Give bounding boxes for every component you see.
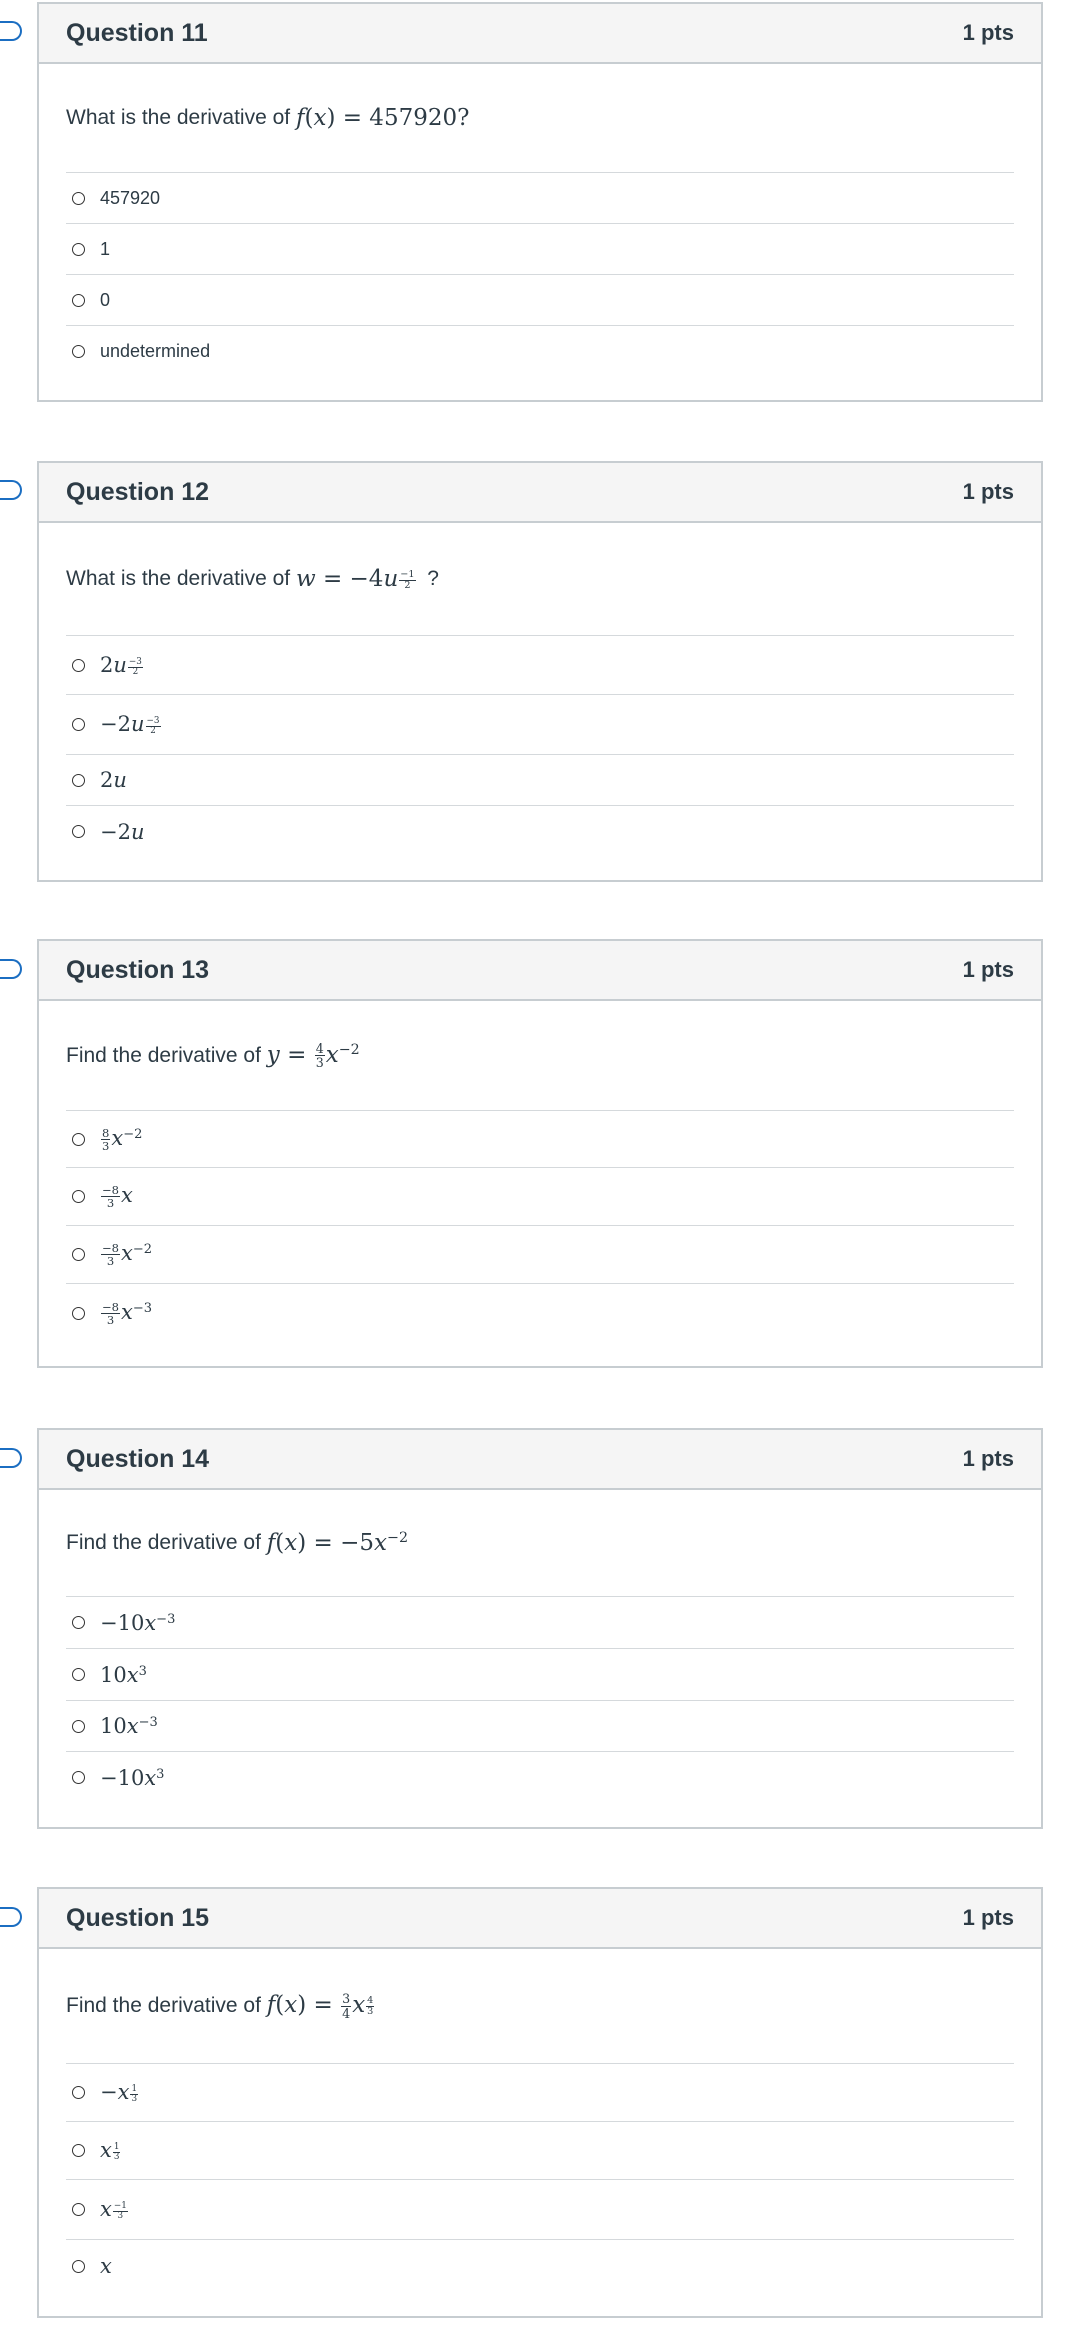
answer-label: $-10x^{-3}$ bbox=[100, 1610, 176, 1635]
answer-label: $\frac{-8}{3}$ $x^{-3}$ bbox=[102, 1299, 153, 1327]
answer-label: $10x^3$ bbox=[100, 1662, 147, 1687]
answer-option[interactable] bbox=[66, 173, 1014, 224]
radio-button[interactable] bbox=[72, 192, 85, 205]
answer-option[interactable] bbox=[66, 2180, 1014, 2240]
radio-button[interactable] bbox=[72, 2260, 85, 2273]
answer-list bbox=[66, 1596, 1014, 1803]
question-prompt: Find the derivative of $f(x) = -5x^{-2}$ bbox=[66, 1530, 409, 1556]
answer-label: −2u $\frac{-3}{2}$ bbox=[100, 712, 160, 737]
question-header bbox=[39, 941, 1041, 1001]
answer-option[interactable] bbox=[66, 2122, 1014, 2180]
question-points: 1 pts bbox=[962, 957, 1014, 982]
answer-label: 1 bbox=[100, 238, 111, 259]
question-flag-icon[interactable] bbox=[0, 1907, 22, 1927]
question-header bbox=[39, 1889, 1041, 1949]
question-flag-icon[interactable] bbox=[0, 21, 22, 41]
question-13 bbox=[37, 939, 1043, 1368]
answer-option[interactable] bbox=[66, 1284, 1014, 1342]
radio-button[interactable] bbox=[72, 2086, 85, 2099]
answer-label: x $\frac{-1}{3}$ bbox=[100, 2197, 127, 2222]
prompt-math: w = −4u $\frac{-1}{2}$ bbox=[295, 566, 415, 592]
question-title: Question 12 bbox=[66, 477, 210, 506]
answer-option[interactable] bbox=[66, 275, 1014, 326]
answer-label: $-10x^3$ bbox=[100, 1765, 165, 1790]
answer-option[interactable] bbox=[66, 2240, 1014, 2292]
question-header bbox=[39, 4, 1041, 64]
answer-label: $\frac{-8}{3}$ x bbox=[102, 1183, 133, 1211]
question-title: Question 14 bbox=[66, 1444, 210, 1473]
question-title: Question 11 bbox=[66, 18, 208, 47]
question-header bbox=[39, 1430, 1041, 1490]
answer-option[interactable] bbox=[66, 636, 1014, 695]
answer-label: $10x^{-3}$ bbox=[100, 1714, 158, 1738]
radio-button[interactable] bbox=[72, 2203, 85, 2216]
answer-list bbox=[66, 2063, 1014, 2292]
radio-button[interactable] bbox=[72, 345, 85, 358]
radio-button[interactable] bbox=[72, 774, 85, 787]
prompt-math: f(x) = $\frac{3}{4}$ x $\frac{4}{3}$ bbox=[266, 1991, 374, 2021]
radio-button[interactable] bbox=[72, 1190, 85, 1203]
answer-label: −2u bbox=[100, 819, 145, 844]
answer-option[interactable] bbox=[66, 1649, 1014, 1701]
answer-option[interactable] bbox=[66, 224, 1014, 275]
answer-label: x bbox=[100, 2254, 112, 2278]
question-flag-icon[interactable] bbox=[0, 1448, 22, 1468]
answer-label: 2u bbox=[100, 768, 127, 792]
radio-button[interactable] bbox=[72, 294, 85, 307]
prompt-math: y = $\frac{4}{3}$ $x^{-2}$ bbox=[266, 1040, 360, 1071]
question-15 bbox=[37, 1887, 1043, 2318]
answer-label: −x $\frac{1}{3}$ bbox=[100, 2080, 138, 2105]
answer-label: 2u $\frac{-3}{2}$ bbox=[100, 652, 142, 677]
question-points: 1 pts bbox=[962, 479, 1014, 504]
question-flag-icon[interactable] bbox=[0, 959, 22, 979]
radio-button[interactable] bbox=[72, 1668, 85, 1681]
answer-option[interactable] bbox=[66, 1111, 1014, 1168]
question-points: 1 pts bbox=[962, 20, 1014, 45]
radio-button[interactable] bbox=[72, 1771, 85, 1784]
question-title: Question 13 bbox=[66, 955, 210, 984]
radio-button[interactable] bbox=[72, 825, 85, 838]
prompt-math: $f(x) = -5x^{-2}$ bbox=[266, 1530, 409, 1556]
radio-button[interactable] bbox=[72, 2144, 85, 2157]
radio-button[interactable] bbox=[72, 659, 85, 672]
question-prompt: What is the derivative of w = −4u $\frac{-1}{2}$ ? bbox=[66, 566, 439, 592]
answer-label: undetermined bbox=[100, 341, 211, 361]
radio-button[interactable] bbox=[72, 1248, 85, 1261]
answer-option[interactable] bbox=[66, 1168, 1014, 1226]
question-12 bbox=[37, 461, 1043, 882]
question-flag-icon[interactable] bbox=[0, 480, 22, 500]
prompt-math: f(x) = 457920? bbox=[295, 105, 470, 131]
question-points: 1 pts bbox=[962, 1905, 1014, 1930]
answer-label: x $\frac{1}{3}$ bbox=[100, 2138, 120, 2163]
question-prompt: Find the derivative of f(x) = $\frac{3}{4}$ x $\frac{4}{3}$ bbox=[66, 1991, 374, 2021]
answer-option[interactable] bbox=[66, 1701, 1014, 1752]
answer-list bbox=[66, 172, 1014, 377]
radio-button[interactable] bbox=[72, 1307, 85, 1320]
question-prompt: What is the derivative of f(x) = 457920? bbox=[66, 105, 470, 131]
radio-button[interactable] bbox=[72, 1133, 85, 1146]
answer-label: $\frac{8}{3}$ $x^{-2}$ bbox=[102, 1125, 143, 1153]
radio-button[interactable] bbox=[72, 243, 85, 256]
answer-option[interactable] bbox=[66, 1597, 1014, 1649]
answer-option[interactable] bbox=[66, 326, 1014, 377]
radio-button[interactable] bbox=[72, 1616, 85, 1629]
answer-option[interactable] bbox=[66, 1752, 1014, 1803]
question-11 bbox=[37, 2, 1043, 402]
radio-button[interactable] bbox=[72, 718, 85, 731]
answer-option[interactable] bbox=[66, 695, 1014, 755]
answer-option[interactable] bbox=[66, 2064, 1014, 2122]
question-header bbox=[39, 463, 1041, 523]
question-prompt: Find the derivative of y = $\frac{4}{3}$ $x^{-2}$ bbox=[66, 1040, 360, 1071]
question-14 bbox=[37, 1428, 1043, 1829]
answer-list bbox=[66, 635, 1014, 857]
answer-option[interactable] bbox=[66, 755, 1014, 806]
answer-option[interactable] bbox=[66, 1226, 1014, 1284]
answer-option[interactable] bbox=[66, 806, 1014, 857]
question-points: 1 pts bbox=[962, 1446, 1014, 1471]
question-title: Question 15 bbox=[66, 1903, 210, 1932]
answer-list bbox=[66, 1110, 1014, 1342]
answer-label: $\frac{-8}{3}$ $x^{-2}$ bbox=[102, 1241, 153, 1269]
answer-label: 457920 bbox=[100, 187, 161, 208]
radio-button[interactable] bbox=[72, 1720, 85, 1733]
answer-label: 0 bbox=[100, 289, 111, 310]
